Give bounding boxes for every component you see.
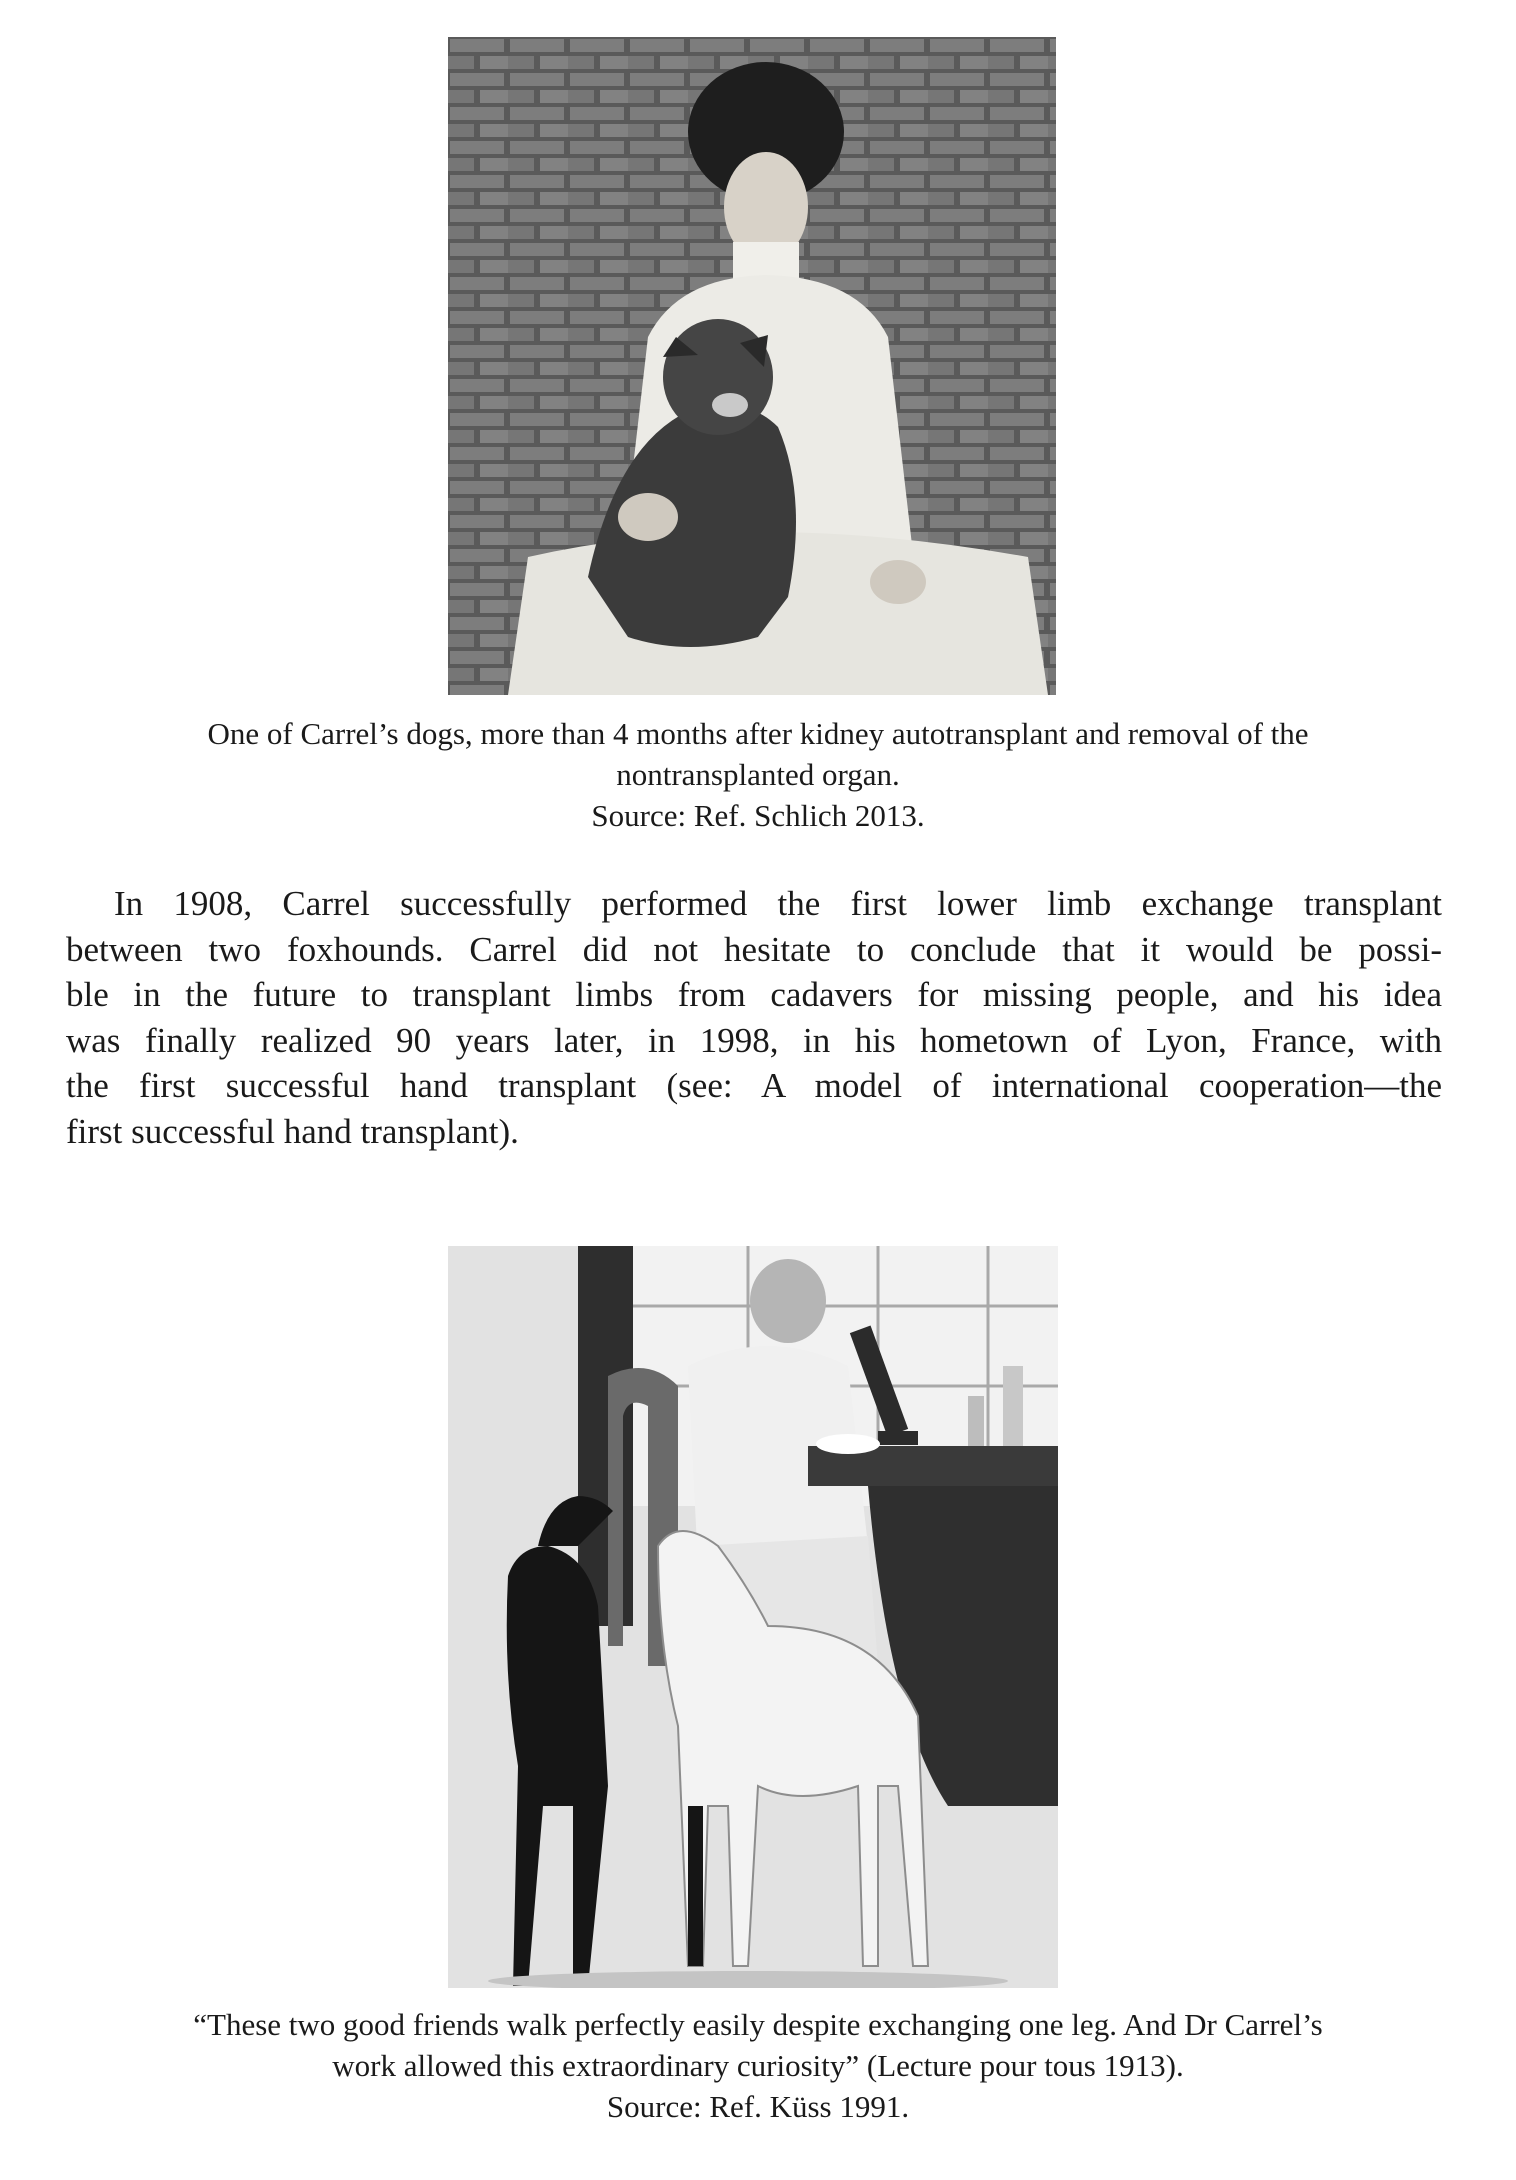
paragraph-line: was finally realized 90 years later, in 1998, in his hometown of Lyon, France, with — [66, 1020, 1442, 1060]
paragraph-line: In 1908, Carrel successfully performed the first lower limb exchange transplant — [114, 884, 1442, 923]
caption-line: One of Carrel’s dogs, more than 4 months after kidney autotransplant and removal of the — [207, 716, 1309, 751]
figure-carrel-lab-greyhounds — [448, 1246, 1058, 1988]
figure-woman-with-dog — [448, 37, 1056, 695]
paragraph-line: ble in the future to transplant limbs from cadavers for missing people, and his idea — [66, 975, 1442, 1014]
photo-woman-with-dog — [448, 37, 1056, 695]
illustration-carrel-with-dogs — [448, 1246, 1058, 1988]
figure-2-caption — [60, 2004, 1456, 2127]
figure-1-caption — [60, 713, 1456, 836]
body-paragraph — [66, 881, 1442, 1154]
caption-source: Source: Ref. Küss 1991. — [606, 2089, 910, 2124]
caption-line: “These two good friends walk perfectly easily despite exchanging one leg. And Dr Carrel’s — [193, 2007, 1323, 2042]
caption-source: Source: Ref. Schlich 2013. — [591, 798, 925, 833]
paragraph-line: first successful hand transplant). — [66, 1111, 519, 1151]
paragraph-line: the first successful hand transplant (see: A model of international cooperation—the — [66, 1066, 1442, 1105]
paragraph-line: between two foxhounds. Carrel did not hesitate to conclude that it would be possi- — [66, 929, 1442, 969]
caption-line: nontransplanted organ. — [616, 757, 900, 792]
caption-line: work allowed this extraordinary curiosity” (Lecture pour tous 1913). — [332, 2048, 1184, 2083]
